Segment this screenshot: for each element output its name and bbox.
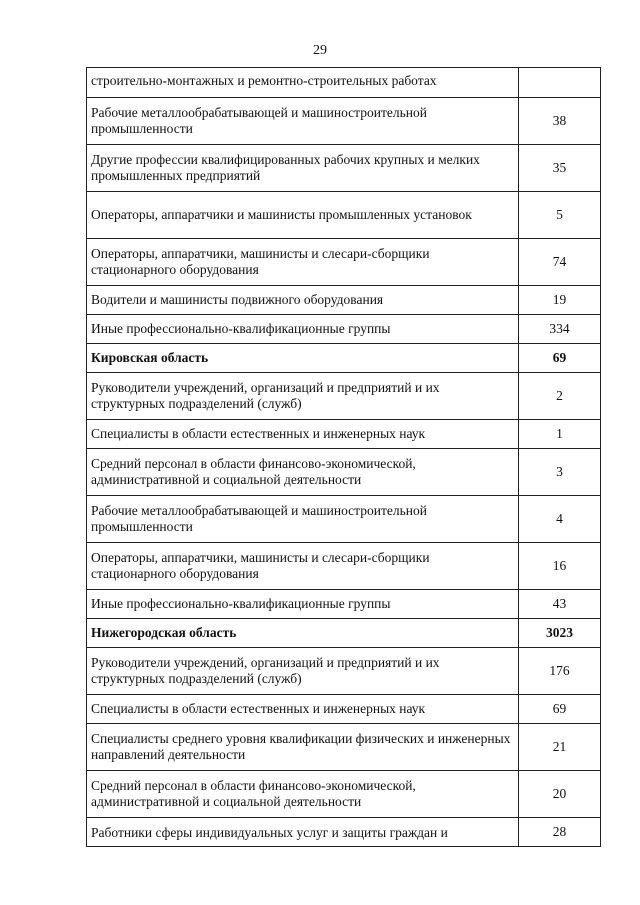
row-label: Операторы, аппаратчики, машинисты и слесари-сборщики стационарного оборудования (87, 543, 519, 590)
row-label: Другие профессии квалифицированных рабочих крупных и мелких промышленных предприятий (87, 145, 519, 192)
row-label: Специалисты в области естественных и инженерных наук (87, 695, 519, 724)
row-value: 74 (519, 239, 601, 286)
table-row (87, 420, 601, 449)
occupation-table (86, 67, 601, 847)
table-row (87, 315, 601, 344)
row-value: 21 (519, 724, 601, 771)
row-value: 5 (519, 192, 601, 239)
row-value: 43 (519, 590, 601, 619)
row-label: Рабочие металлообрабатывающей и машиностроительной промышленности (87, 496, 519, 543)
region-total: 69 (519, 344, 601, 373)
row-label: Рабочие металлообрабатывающей и машиностроительной промышленности (87, 98, 519, 145)
row-label: Работники сферы индивидуальных услуг и защиты граждан и (87, 818, 519, 847)
region-row (87, 619, 601, 648)
table-row (87, 648, 601, 695)
row-value: 69 (519, 695, 601, 724)
table-row (87, 286, 601, 315)
row-label: Операторы, аппаратчики и машинисты промышленных установок (87, 192, 519, 239)
region-total: 3023 (519, 619, 601, 648)
table-row (87, 68, 601, 98)
region-name: Кировская область (87, 344, 519, 373)
row-label: Иные профессионально-квалификационные группы (87, 315, 519, 344)
row-value: 19 (519, 286, 601, 315)
table-row (87, 98, 601, 145)
table-row (87, 590, 601, 619)
row-value: 38 (519, 98, 601, 145)
row-label: Специалисты среднего уровня квалификации физических и инженерных направлений деятельности (87, 724, 519, 771)
row-label: Руководители учреждений, организаций и предприятий и их структурных подразделений (служб) (87, 648, 519, 695)
row-label: Руководители учреждений, организаций и предприятий и их структурных подразделений (служб) (87, 373, 519, 420)
region-name: Нижегородская область (87, 619, 519, 648)
row-label: Специалисты в области естественных и инженерных наук (87, 420, 519, 449)
page-number: 29 (313, 43, 327, 58)
row-value: 20 (519, 771, 601, 818)
row-label: Операторы, аппаратчики, машинисты и слесари-сборщики стационарного оборудования (87, 239, 519, 286)
row-label: строительно-монтажных и ремонтно-строительных работах (87, 68, 519, 98)
row-label: Средний персонал в области финансово-экономической, административной и социальной деятельности (87, 771, 519, 818)
row-value: 4 (519, 496, 601, 543)
table-row (87, 239, 601, 286)
table-row (87, 496, 601, 543)
row-value: 176 (519, 648, 601, 695)
table-row (87, 724, 601, 771)
table-row (87, 695, 601, 724)
table-row (87, 771, 601, 818)
table-row (87, 818, 601, 847)
row-value: 1 (519, 420, 601, 449)
region-row (87, 344, 601, 373)
row-value: 334 (519, 315, 601, 344)
row-value: 35 (519, 145, 601, 192)
row-label: Средний персонал в области финансово-экономической, административной и социальной деятельности (87, 449, 519, 496)
row-value: 2 (519, 373, 601, 420)
row-label: Водители и машинисты подвижного оборудования (87, 286, 519, 315)
row-value: 3 (519, 449, 601, 496)
table-row (87, 543, 601, 590)
row-value: 16 (519, 543, 601, 590)
row-label: Иные профессионально-квалификационные группы (87, 590, 519, 619)
row-value (519, 68, 601, 98)
table-row (87, 449, 601, 496)
table-row (87, 145, 601, 192)
row-value: 28 (519, 818, 601, 847)
table-row (87, 192, 601, 239)
table-row (87, 373, 601, 420)
